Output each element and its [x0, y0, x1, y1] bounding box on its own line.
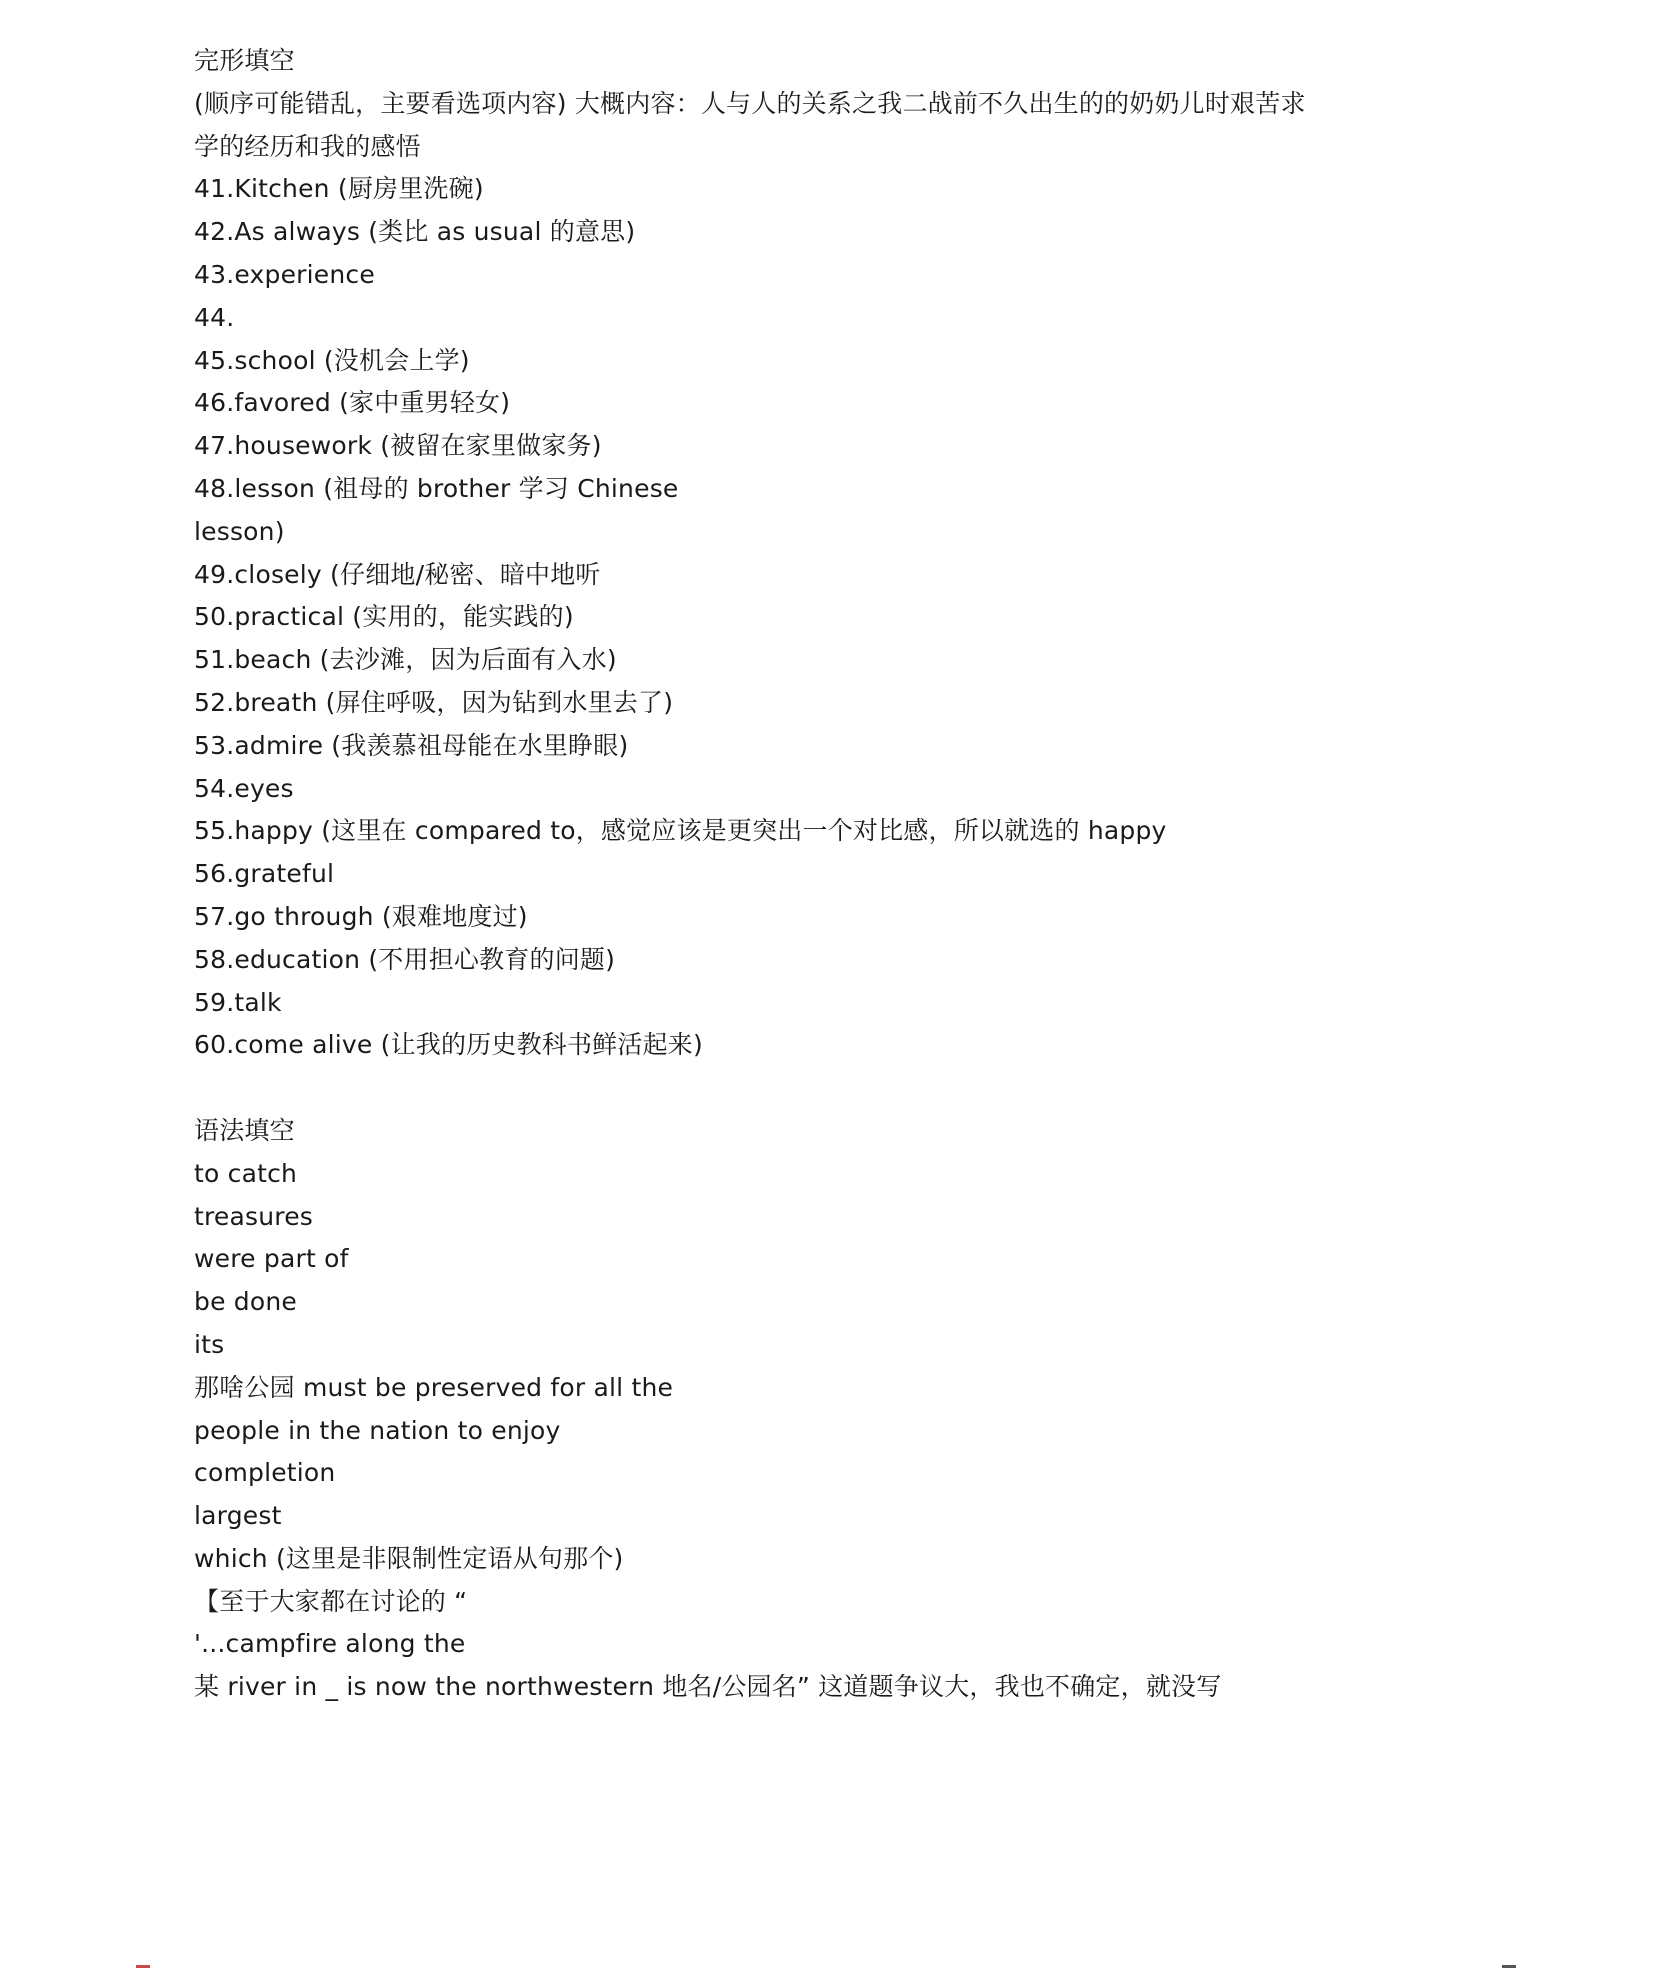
cloze-answer: 49.closely (仔细地/秘密、暗中地听 [194, 559, 601, 589]
grammar-answer: '...campfire along the [194, 1629, 466, 1659]
document-body [194, 40, 1494, 1709]
grammar-heading: 语法填空 [194, 1115, 295, 1145]
grammar-answer: 【至于大家都在讨论的 “ [194, 1586, 468, 1616]
cloze-heading: 完形填空 [194, 46, 295, 75]
cloze-answer: 42.As always (类比 as usual 的意思) [194, 217, 636, 247]
cloze-answer: 46.favored (家中重男轻女) [194, 388, 511, 418]
cloze-answer: 60.come alive (让我的历史教科书鲜活起来) [194, 1030, 703, 1060]
cloze-intro-line: 学的经历和我的感悟 [194, 131, 421, 161]
grammar-answer: largest [194, 1501, 282, 1531]
cloze-answer: 54.eyes [194, 773, 294, 803]
cloze-answer: 45.school (没机会上学) [194, 345, 470, 375]
grammar-answer: 那啥公园 must be preserved for all the [194, 1372, 674, 1402]
grammar-answer: be done [194, 1287, 297, 1317]
cloze-answer: 51.beach (去沙滩，因为后面有入水) [194, 645, 617, 675]
cloze-answer: 57.go through (艰难地度过) [194, 901, 528, 931]
section-spacer [194, 1067, 1494, 1110]
cloze-answer: 48.lesson (祖母的 brother 学习 Chinese [194, 473, 679, 503]
grammar-answer: people in the nation to enjoy [194, 1415, 561, 1445]
grammar-answer: completion [194, 1458, 336, 1488]
cloze-answer: 44. [194, 302, 235, 332]
grammar-answer: 某 river in _ is now the northwestern 地名/公园名” 这道题争议大，我也不确定，就没写 [194, 1672, 1222, 1702]
cloze-answer: 58.education (不用担心教育的问题) [194, 944, 616, 974]
cloze-answer: 43.experience [194, 259, 375, 289]
cloze-answer: 56.grateful [194, 859, 335, 889]
cloze-answer: 53.admire (我羡慕祖母能在水里睁眼) [194, 730, 629, 760]
cloze-intro-line: (顺序可能错乱，主要看选项内容) 大概内容：人与人的关系之我二战前不久出生的的奶奶儿时艰苦求 [194, 88, 1306, 118]
cloze-answer: 50.practical (实用的，能实践的) [194, 602, 574, 632]
cloze-answer: 52.breath (屏住呼吸，因为钻到水里去了) [194, 687, 674, 717]
grammar-answer: its [194, 1329, 225, 1359]
cloze-answer: 41.Kitchen (厨房里洗碗) [194, 174, 484, 204]
grammar-answer: treasures [194, 1201, 314, 1231]
grammar-answer: were part of [194, 1244, 349, 1274]
grammar-answer: to catch [194, 1158, 298, 1188]
cloze-answer: 59.talk [194, 987, 282, 1017]
cloze-answer: 55.happy (这里在 compared to，感觉应该是更突出一个对比感，所以就选的 happy [194, 816, 1167, 846]
cloze-answer: lesson) [194, 516, 285, 546]
cloze-answer: 47.housework (被留在家里做家务) [194, 431, 602, 461]
grammar-answer: which (这里是非限制性定语从句那个) [194, 1543, 624, 1573]
